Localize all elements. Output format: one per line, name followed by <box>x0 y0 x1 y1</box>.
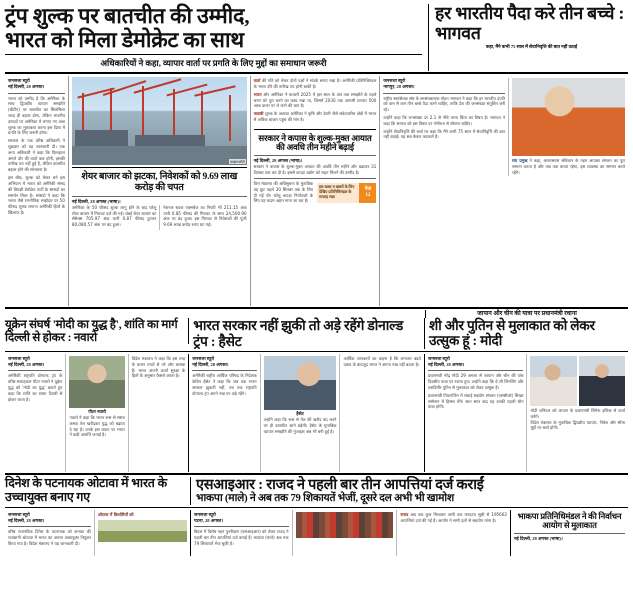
bhagwat-body <box>383 96 505 141</box>
dinesh-story <box>5 510 191 556</box>
hassett-body-1 <box>192 373 256 396</box>
cpi-headline <box>514 512 625 531</box>
lead-para-3: इस बीच, शुल्क को लेकर बने इस अभियान में भारत को अमेरिकी संसद की विपक्षी डेमोक्रेट पार्टी के सांसदों का समर्थन मिला है। सांसदों ने कहा कि भारत जैसे रणनीतिक साझेदार पर 50 फीसद शुल्क लगाना अमेरिकी हितों के खिलाफ है। <box>8 175 65 215</box>
sir-text-2 <box>396 510 510 556</box>
navarro-byline-place: नई दिल्ली, 28 अगस्त। <box>8 362 45 368</box>
bhagwat-photo <box>512 78 625 156</box>
sir-para-1: बिहार में विशेष गहन पुनरीक्षण (एसआइआर) को लेकर राजद ने पहली बार तीन आपत्तियां दर्ज कराई हैं। भाकपा (माले) अब तक 79 शिकायतें भेज चुकी है। <box>194 529 289 547</box>
hassett-para-2: उन्होंने कहा कि रूस से तेल की खरीद बंद करने पर ही बातचीत आगे बढ़ेगी। हैसेट के मुताबिक व्यापार समझौते की गुंजाइश अब भी बनी हुई है। <box>263 417 337 434</box>
navarro-para-2: नवारो ने कहा कि भारत रूस से सस्ता कच्चा तेल खरीदकर युद्ध को बढ़ावा दे रहा है। उनके इस बयान पर भारत ने कड़ी आपत्ति जताई है। <box>69 415 125 438</box>
middle-body-row <box>5 354 628 472</box>
sir-text-1 <box>191 510 292 556</box>
navarro-photo-caption: पीटर नवारो <box>88 409 106 415</box>
navarro-body-2 <box>69 415 124 438</box>
hassett-para-1: अमेरिकी राष्ट्रीय आर्थिक परिषद के निदेशक केविन हैसेट ने कहा कि जब तक भारत सरकार झुकती नहीं, तब तक राष्ट्रपति डोनाल्ड ट्रंप अपने रुख पर अड़े रहेंगे। <box>192 373 257 396</box>
sir-body-1 <box>194 529 289 546</box>
modi-byline-place: नई दिल्ली, 28 अगस्त। <box>427 362 465 368</box>
sir-headline-line2: भाकपा (माले) ने अब तक 79 शिकायतें भेजीं, दूसरे दल अभी भी खामोश <box>196 493 454 505</box>
modi-body-3 <box>530 420 625 432</box>
bhagwat-text <box>383 78 509 175</box>
hassett-para-3: आर्थिक जानकारों का कहना है कि लगातार बढ़ते दबाव के बावजूद भारत ने अपना रुख नहीं बदला है। <box>343 356 421 367</box>
sir-byline: जनसत्ता ब्यूरो <box>194 512 216 518</box>
navarro-headline-line1: यूक्रेन संघर्ष 'मोदी का युद्ध है', शांति <box>5 318 145 332</box>
dinesh-side <box>94 510 190 556</box>
lead-para-1: भारत को उम्मीद है कि अमेरिका के साथ द्विपक्षीय व्यापार समझौते (बीटीए) पर बातचीत का सिलसिला जल्द ही बहाल होगा, लेकिन भारतीय उत्पादों पर अमेरिका में लगाए गए उच्च शुल्क का मुकाबला करना इस दिशा में प्रगति के लिए जरूरी होगा। <box>8 95 65 136</box>
bhagwat-caption-text: ने कहा, आरएसएस संविधान के तहत आपका संगठन का पूरा सम्मान करता है और जब तक करता रहेगा, इस व्यवस्था का सम्मान करते रहेंगे। <box>512 158 625 175</box>
lead-headline-line2: भारत को मिला डेमोक्रेट का साथ <box>5 28 244 53</box>
dinesh-headline-line2: भारत के उच्चायुक्त बनाए गए <box>5 476 167 504</box>
bhagwat-caption-lead: संघ प्रमुख <box>512 158 528 164</box>
lead-headline-line1: ट्रंप शुल्क पर बातचीत की उम्मीद, <box>5 4 250 28</box>
bhagwat-para-2: उन्होंने कहा कि जनसंख्या दर 2.1 से नीचे जाना चिंता का विषय है। भागवत ने कहा कि समाज को इस विषय पर गंभीरता से सोचना चाहिए। <box>383 114 506 126</box>
dinesh-para-1: वरिष्ठ राजनयिक दिनेश के पटनायक को कनाडा की राजधानी ओटावा में भारत का अगला उच्चायुक्त नियुक्त किया गया है। विदेश मंत्रालय ने यह जानकारी दी। <box>8 529 91 547</box>
hassett-byline-agency: जनसत्ता ब्यूरो <box>192 356 215 362</box>
sidebar-highlight-word-2: जवाबी <box>253 111 264 117</box>
hassett-photo <box>264 356 337 410</box>
market-para-1: अमेरिका के 50 फीसद शुल्क लागू होने के बाद घरेलू शेयर बाजार में गिरावट दर्ज की गई। बंबई शेयर बाजार का सेंसेक्स 705.97 अंक यानी 0.87 फीसद टूटकर 80,080.57 अंक पर बंद हुआ। <box>71 204 157 228</box>
dinesh-headline-line1: दिनेश के पटनायक ओटावा में <box>5 476 129 491</box>
lead-byline-agency: जनसत्ता ब्यूरो <box>8 78 30 84</box>
cotton-story <box>251 132 380 208</box>
sir-byline-place: पटना, 28 अगस्त। <box>194 518 223 524</box>
market-headline <box>72 172 247 193</box>
dinesh-caption-side: ओटावा में किशोरियों को <box>97 512 134 518</box>
navarro-photo <box>69 356 124 408</box>
bhagwat-byline-place: नागपुर, 28 अगस्त। <box>383 84 415 90</box>
bhagwat-para-1: राष्ट्रीय स्वयंसेवक संघ के सरसंघचालक मोहन भागवत ने कहा कि हर भारतीय दंपति को कम से कम तीन बच्चे पैदा करने चाहिए, ताकि देश की जनसंख्या संतुलित बनी रहे। <box>383 95 506 113</box>
bhagwat-byline-agency: जनसत्ता ब्यूरो <box>383 78 406 84</box>
cotton-column <box>251 76 381 306</box>
hassett-headline-block <box>189 318 425 349</box>
modi-para-3: विदेश मंत्रालय के मुताबिक द्विपक्षीय व्यापार, निवेश और सीमा मुद्दों पर चर्चा होगी। <box>530 419 625 431</box>
promo-page-number: 12 <box>365 192 371 198</box>
xi-photo <box>579 356 625 406</box>
sir-headline-block <box>191 477 628 505</box>
dinesh-text <box>5 510 94 556</box>
port-photo <box>72 77 247 165</box>
navarro-headline-line2: का मार्ग दिल्ली से होकर : नवारो <box>5 318 178 345</box>
navarro-photo-col <box>65 354 127 472</box>
cpi-byline: नई दिल्ली, 28 अगस्त (भाषा)। <box>513 535 563 541</box>
lead-story-body <box>8 96 65 216</box>
hassett-headline-line1: भारत सरकार नहीं झुकी तो <box>193 318 320 334</box>
cotton-para-2: वित्त मंत्रालय की अधिसूचना के मुताबिक यह छूट पहले 30 सितंबर तक के लिए दी गई थी। घरेलू कपड़ा निर्यातकों के लिए यह कदम अहम माना जा रहा है। <box>253 180 313 204</box>
hassett-body-2 <box>264 417 337 434</box>
dinesh-headline <box>5 477 186 505</box>
hassett-headline-line2: अड़े रहेंगे डोनाल्ड ट्रंप : हैसेट <box>193 318 404 349</box>
sidebar-note <box>251 76 380 127</box>
sir-headline-line1: एसआइआर : राजद ने पहली बार तीन आपत्तियां दर्ज कराईं <box>196 477 484 494</box>
modi-headline-line2: को लेकर उत्सुक हूं : मोदी <box>428 318 595 349</box>
lead-story-column <box>5 76 69 306</box>
navarro-text-3 <box>128 354 188 472</box>
dinesh-body <box>8 529 91 546</box>
modi-byline-agency: जनसत्ता ब्यूरो <box>427 356 450 362</box>
market-body-left <box>72 205 159 230</box>
lead-para-2: सरकार के एक वरिष्ठ अधिकारी ने शुक्रवार को यह जानकारी दी। एक अन्य अधिकारी ने कहा कि फिलहाल अगले दौर की वार्ता कब होगी, इसकी तारीख तय नहीं हुई है, लेकिन बातचीत बहाल होने की संभावना है। <box>8 138 65 173</box>
modi-photo-caption: मोदी शनिवार को जापान के प्रधानमंत्री शिगेरू इशिबा से वार्ता करेंगे। <box>530 408 625 419</box>
lead-subline: अधिकारियों ने कहा, व्यापार वार्ता पर प्रगति के लिए मुद्दों का समाधान जरूरी <box>100 58 327 69</box>
hassett-photo-caption: हैसेट <box>296 411 304 417</box>
sir-story <box>191 510 628 556</box>
lead-headline <box>5 4 422 52</box>
market-headline-line2: को 9.69 लाख करोड़ की चपत <box>134 171 238 193</box>
modi-photo-col <box>526 354 628 472</box>
upper-section <box>5 76 628 306</box>
sidebar-note-text: की गति को लेकर दोनों पक्षों ने संपर्क बनाए रखा है। अमेरिकी प्रतिनिधिमंडल के भारत दौरे की तारीख तय होनी बाकी है। <box>253 78 377 89</box>
navarro-body-1 <box>8 373 62 402</box>
market-story <box>69 170 250 232</box>
modi-body <box>428 373 524 410</box>
promo-text: इस खबर व खबरों के लिए देखिए प्रतिनिधिमंडल के सप्ताह रखा <box>317 183 359 203</box>
promo-column <box>315 181 376 206</box>
dinesh-headline-block <box>5 477 191 505</box>
navarro-headline <box>5 318 184 344</box>
modi-para-2: प्रधानमंत्री तियानजिन में शंघाई सहयोग संगठन (एससीओ) शिखर सम्मेलन में हिस्सा लेंगे। सात साल बाद यह उनकी पहली चीन यात्रा होगी। <box>427 392 524 410</box>
hassett-text-3 <box>339 354 424 472</box>
cotton-body <box>254 164 377 176</box>
bhagwat-photo-block <box>509 78 625 175</box>
modi-kicker-row <box>5 310 628 318</box>
cotton-body-left <box>254 181 315 206</box>
navarro-headline-block <box>5 318 189 344</box>
cotton-headline <box>254 134 377 153</box>
port-and-market-column <box>69 76 251 306</box>
right-headline-block <box>429 4 628 51</box>
navarro-text-1 <box>5 354 65 472</box>
hassett-story <box>189 354 425 472</box>
sidebar-note-text3: शुल्क के अलावा अमेरिका ने कृषि और डेयरी जैसे संवेदनशील क्षेत्रों में भारत से अधिक बाजार पहुंच की मांग है। <box>253 111 377 123</box>
cpi-headline-line1: भाकपा प्रतिनिधिमंडल ने की <box>517 512 597 522</box>
port-photo-credit: फाइल फोटो <box>230 160 245 165</box>
cotton-para-1: सरकार ने कपास के शुल्क-मुक्त आयात की अवधि तीन महीने और बढ़ाकर 31 दिसंबर तक कर दी है। इससे कपड़ा उद्योग को राहत मिलने की उम्मीद है। <box>253 164 377 176</box>
dinesh-byline-place: नई दिल्ली, 28 अगस्त। <box>8 518 45 524</box>
bhagwat-column <box>380 76 628 306</box>
hassett-byline-place: नई दिल्ली, 28 अगस्त। <box>192 362 229 368</box>
sidebar-lead-word: वार्ता <box>253 78 261 84</box>
market-headline-line1: शेयर बाजार को झटका, निवेशकों <box>81 171 189 183</box>
promo-page-label: पेज <box>364 187 372 193</box>
bhagwat-photo-caption <box>512 156 625 175</box>
promo-page-badge[interactable] <box>359 183 376 203</box>
sidebar-note-text2: और अमेरिका ने फरवरी 2025 में इस साल के अंत तक समझौते के पहले चरण को पूरा करने का लक्ष्य रखा था, जिसमें 2030 तक आपसी व्यापार 500 अरब डालर पर ले जाने की बात है। <box>253 91 377 109</box>
hassett-text-1 <box>189 354 259 472</box>
promo-box[interactable] <box>317 183 376 203</box>
hassett-photo-col <box>260 354 340 472</box>
cotton-headline-line2: आयात की अवधि तीन महीने बढ़ाई <box>276 132 372 153</box>
sir-para-2: अब तक कुल मिलाकर अभी तक मतदाता सूची से 195602 आपत्तियां दर्ज की गई हैं। आयोग ने सभी दलों से सहयोग मांगा है। <box>400 512 507 523</box>
bhagwat-para-3: उन्होंने सेवानिवृत्ति की चर्चा पर कहा कि मैंने कभी 75 साल में सेवानिवृत्ति की बात नहीं उठाई। यह सब केवल अटकलें हैं। <box>383 128 506 140</box>
right-subline: कहा, मैंने कभी 75 साल में सेवानिवृत्ति की बात नहीं उठाई <box>485 44 578 50</box>
farm-photo <box>98 520 187 542</box>
dinesh-byline: जनसत्ता ब्यूरो <box>8 512 30 518</box>
protest-photo <box>296 512 394 538</box>
modi-kicker: जापान और चीन की यात्रा पर प्रधानमंत्री रवाना <box>477 310 577 318</box>
hassett-headline <box>193 318 420 349</box>
right-headline-line1: हर भारतीय पैदा करे <box>435 3 555 23</box>
sidebar-highlight-word: भारत <box>253 91 262 97</box>
masthead-band <box>5 4 628 71</box>
bottom-body-row <box>5 510 628 556</box>
right-headline-line2: तीन बच्चे : भागवत <box>435 3 625 43</box>
modi-story <box>425 354 628 472</box>
sir-photo-col <box>292 510 397 556</box>
navarro-para-3: विदेश मंत्रालय ने कहा कि इस तरह के बयान तथ्यों से परे और भ्रामक हैं। भारत अपनी ऊर्जा सुरक्षा के हितों के अनुसार फैसले करता है। <box>131 356 186 379</box>
modi-text-col <box>425 354 527 472</box>
middle-headline-row <box>5 318 628 349</box>
cotton-headline-line1: सरकार ने कपास के शुल्क-मुक्त <box>258 132 350 143</box>
right-headline <box>435 4 628 43</box>
market-body-right <box>159 205 246 230</box>
bottom-headline-row <box>5 477 628 505</box>
modi-photo <box>530 356 576 406</box>
modi-para-1: प्रधानमंत्री नरेंद्र मोदी 29 अगस्त से जापान और चीन की पांच दिवसीय यात्रा पर रवाना हुए। उन्होंने कहा कि वे शी जिनपिंग और व्लादिमीर पुतिन से मुलाकात को लेकर उत्सुक हैं। <box>427 373 524 391</box>
modi-headline <box>429 318 628 348</box>
cpi-story <box>510 510 628 556</box>
navarro-byline-agency: जनसत्ता ब्यूरो <box>8 356 30 362</box>
market-para-2: नेशनल स्टाक एक्सचेंज का निफ्टी भी 211.15 अंक यानी 0.85 फीसद की गिरावट के साथ 24,500.90 अंक पर बंद हुआ। इस गिरावट से निवेशकों की पूंजी 9.69 लाख करोड़ रुपए घट गई। <box>163 204 247 228</box>
cpi-headline-line2: निर्वाचन आयोग से मुलाकात <box>542 512 622 531</box>
modi-headline-line1: शी और पुतिन से मुलाकात <box>428 318 551 334</box>
modi-headline-block <box>425 318 628 348</box>
lead-byline-place: नई दिल्ली, 28 अगस्त। <box>8 84 45 90</box>
sir-lead-word: राजद <box>400 512 409 518</box>
market-byline: नई दिल्ली, 28 अगस्त (भाषा)। <box>71 198 121 204</box>
lead-headline-block <box>5 4 429 71</box>
cotton-byline: नई दिल्ली, 28 अगस्त (भाषा)। <box>253 158 303 164</box>
navarro-story <box>5 354 189 472</box>
navarro-para-1: अमेरिकी राष्ट्रपति डोनाल्ड ट्रंप के वरिष्ठ सलाहकार पीटर नवारो ने यूक्रेन युद्ध को 'मोदी का युद्ध' बताते हुए कहा कि शांति का रास्ता दिल्ली से होकर जाता है। <box>8 373 63 402</box>
